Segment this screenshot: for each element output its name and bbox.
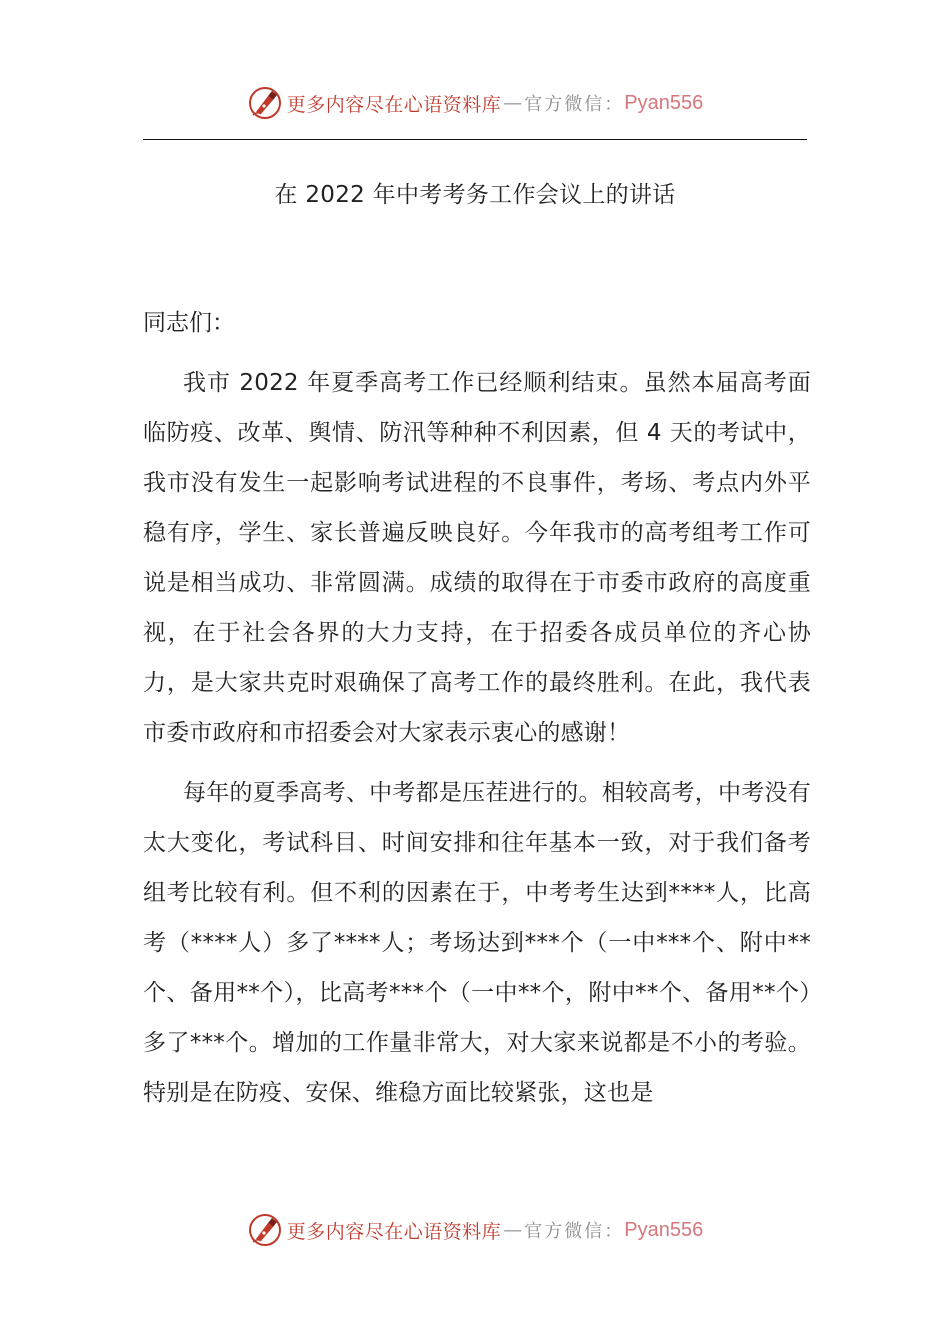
banner-label: 官方微信： xyxy=(524,1221,625,1242)
body-paragraph: 每年的夏季高考、中考都是压茬进行的。相较高考，中考没有太大变化，考试科目、时间安排和往年基本一致，对于我们备考组考比较有利。但不利的因素在于，中考考生达到****人，比高考（****人）多了****人；考场达到***个（一中***个、附中**个、备用**个），比高考***个（一中**个，附中**个、备用**个）多了***个。增加的工作量非常大，对大家来说都是不小的考验。特别是在防疫、安保、维稳方面比较紧张，这也是 xyxy=(143,780,811,1106)
banner-slogan: 更多内容尽在心语资料库 xyxy=(286,93,502,116)
banner-separator: — xyxy=(503,92,523,114)
footer-banner xyxy=(0,1205,950,1255)
banner-separator: — xyxy=(503,1219,523,1241)
document-title: 在 2022 年中考考务工作会议上的讲话 xyxy=(274,182,676,208)
header-divider xyxy=(143,139,807,140)
banner-slogan: 更多内容尽在心语资料库 xyxy=(286,1220,502,1243)
salutation: 同志们： xyxy=(143,310,235,336)
banner-wechat-id: Pyan556 xyxy=(624,1218,704,1241)
banner-wechat-id: Pyan556 xyxy=(624,91,704,114)
pen-nib-logo-icon xyxy=(247,85,283,121)
banner-label: 官方微信： xyxy=(524,94,625,115)
header-banner xyxy=(0,78,950,128)
pen-nib-logo-icon xyxy=(247,1212,283,1248)
document-body xyxy=(143,298,811,1128)
body-paragraph: 我市 2022 年夏季高考工作已经顺利结束。虽然本届高考面临防疫、改革、舆情、防汛等种种不利因素，但 4 天的考试中，我市没有发生一起影响考试进程的不良事件，考场、考点内外平稳有序，学生、家长普遍反映良好。今年我市的高考组考工作可说是相当成功、非常圆满。成绩的取得在于市委市政府的高度重视，在于社会各界的大力支持，在于招委各成员单位的齐心协力，是大家共克时艰确保了高考工作的最终胜利。在此，我代表市委市政府和市招委会对大家表示衷心的感谢！ xyxy=(143,370,811,746)
